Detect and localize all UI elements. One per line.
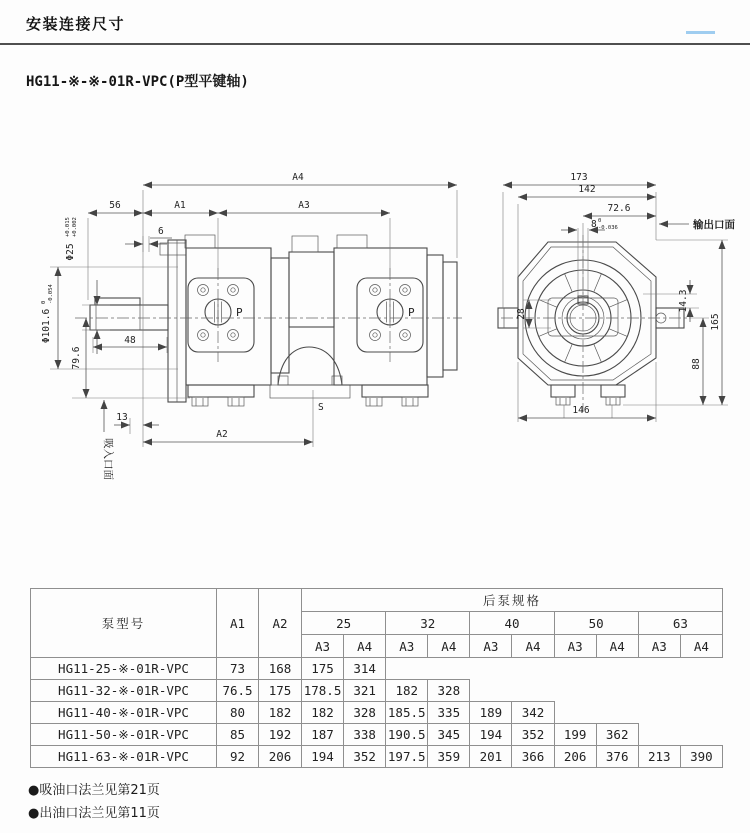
model-cell: HG11-25-※-01R-VPC bbox=[31, 658, 217, 680]
dimension-table bbox=[30, 588, 723, 768]
sub-col-a4: A4 bbox=[512, 635, 554, 658]
size-col-50: 50 bbox=[554, 612, 638, 635]
sub-col-a4: A4 bbox=[344, 635, 386, 658]
table-row: HG11-25-※-01R-VPC 73 168 175 314 bbox=[31, 658, 723, 680]
col-header-a2: A2 bbox=[259, 589, 302, 658]
sub-col-a4: A4 bbox=[596, 635, 638, 658]
dim-142: 142 bbox=[578, 184, 596, 195]
dim-phi101-tol-upper: 0 bbox=[41, 300, 47, 304]
front-view-drawing bbox=[493, 150, 748, 450]
dim-14-3: 14.3 bbox=[678, 289, 689, 313]
footnote-outlet-flange: ●出油口法兰见第11页 bbox=[28, 806, 160, 821]
dim-165: 165 bbox=[710, 313, 721, 331]
table-row: HG11-63-※-01R-VPC 92 206 194 352 197.5 359 201 366 206 376 213 390 bbox=[31, 746, 723, 768]
size-col-40: 40 bbox=[470, 612, 554, 635]
size-col-32: 32 bbox=[386, 612, 470, 635]
sub-col-a4: A4 bbox=[428, 635, 470, 658]
model-cell: HG11-40-※-01R-VPC bbox=[31, 702, 217, 724]
model-subtitle: HG11-※-※-01R-VPC(P型平键轴) bbox=[26, 74, 249, 90]
inlet-face-label: 吸入口面 bbox=[102, 438, 114, 480]
model-cell: HG11-32-※-01R-VPC bbox=[31, 680, 217, 702]
dim-phi25-tol-lower: +0.002 bbox=[72, 217, 78, 237]
dim-6: 6 bbox=[158, 226, 164, 237]
dim-a4: A4 bbox=[292, 172, 304, 183]
dim-56: 56 bbox=[109, 200, 121, 211]
dim-phi25-tol-upper: +0.015 bbox=[65, 217, 71, 237]
side-view-drawing bbox=[30, 140, 480, 480]
dim-phi101: Φ101.6 bbox=[41, 308, 52, 344]
dim-28: 28 bbox=[516, 308, 527, 320]
dim-key8: 8 bbox=[591, 219, 597, 230]
dim-phi101-tol-lower: -0.054 bbox=[48, 284, 54, 304]
dim-a1: A1 bbox=[174, 200, 186, 211]
dim-a3: A3 bbox=[298, 200, 310, 211]
center-lines bbox=[75, 268, 462, 362]
page-title: 安装连接尺寸 bbox=[26, 15, 126, 33]
dim-key8-tol-lower: -0.036 bbox=[598, 225, 618, 231]
dim-173: 173 bbox=[570, 172, 588, 183]
dim-s: S bbox=[318, 402, 324, 413]
sub-col-a3: A3 bbox=[302, 635, 344, 658]
col-header-model: 泵型号 bbox=[31, 589, 217, 658]
port-face-1 bbox=[188, 278, 254, 352]
sub-col-a4: A4 bbox=[680, 635, 722, 658]
dim-48: 48 bbox=[124, 335, 136, 346]
highlight-dash bbox=[686, 31, 715, 34]
dim-72-6: 72.6 bbox=[607, 203, 631, 214]
port-label-p2: P bbox=[408, 306, 415, 319]
dim-79-6: 79.6 bbox=[71, 346, 82, 370]
dimension-table-wrap bbox=[30, 588, 723, 768]
sub-col-a3: A3 bbox=[470, 635, 512, 658]
model-cell: HG11-63-※-01R-VPC bbox=[31, 746, 217, 768]
size-col-25: 25 bbox=[302, 612, 386, 635]
sub-col-a3: A3 bbox=[554, 635, 596, 658]
table-row: HG11-40-※-01R-VPC 80 182 182 328 185.5 335 189 342 bbox=[31, 702, 723, 724]
footnote-suction-flange: ●吸油口法兰见第21页 bbox=[28, 783, 160, 798]
pump-side-outline bbox=[90, 235, 457, 406]
dim-a2: A2 bbox=[216, 429, 228, 440]
dim-key8-tol-upper: 0 bbox=[598, 218, 602, 224]
side-view-dimensions bbox=[41, 172, 457, 480]
port-label-p1: P bbox=[236, 306, 243, 319]
outlet-face-label: 输出口面 bbox=[693, 219, 735, 231]
table-row: HG11-50-※-01R-VPC 85 192 187 338 190.5 345 194 352 199 362 bbox=[31, 724, 723, 746]
size-col-63: 63 bbox=[638, 612, 722, 635]
dim-13: 13 bbox=[116, 412, 128, 423]
model-cell: HG11-50-※-01R-VPC bbox=[31, 724, 217, 746]
footnotes bbox=[28, 779, 160, 825]
sub-col-a3: A3 bbox=[638, 635, 680, 658]
col-header-a1: A1 bbox=[217, 589, 259, 658]
dim-88: 88 bbox=[691, 358, 702, 370]
header-rule bbox=[0, 43, 750, 45]
col-group-rear-pump: 后泵规格 bbox=[302, 589, 723, 612]
sub-col-a3: A3 bbox=[386, 635, 428, 658]
dim-146: 146 bbox=[572, 405, 590, 416]
table-row: HG11-32-※-01R-VPC 76.5 175 178.5 321 182 328 bbox=[31, 680, 723, 702]
dim-phi25: Φ25 bbox=[65, 243, 76, 261]
